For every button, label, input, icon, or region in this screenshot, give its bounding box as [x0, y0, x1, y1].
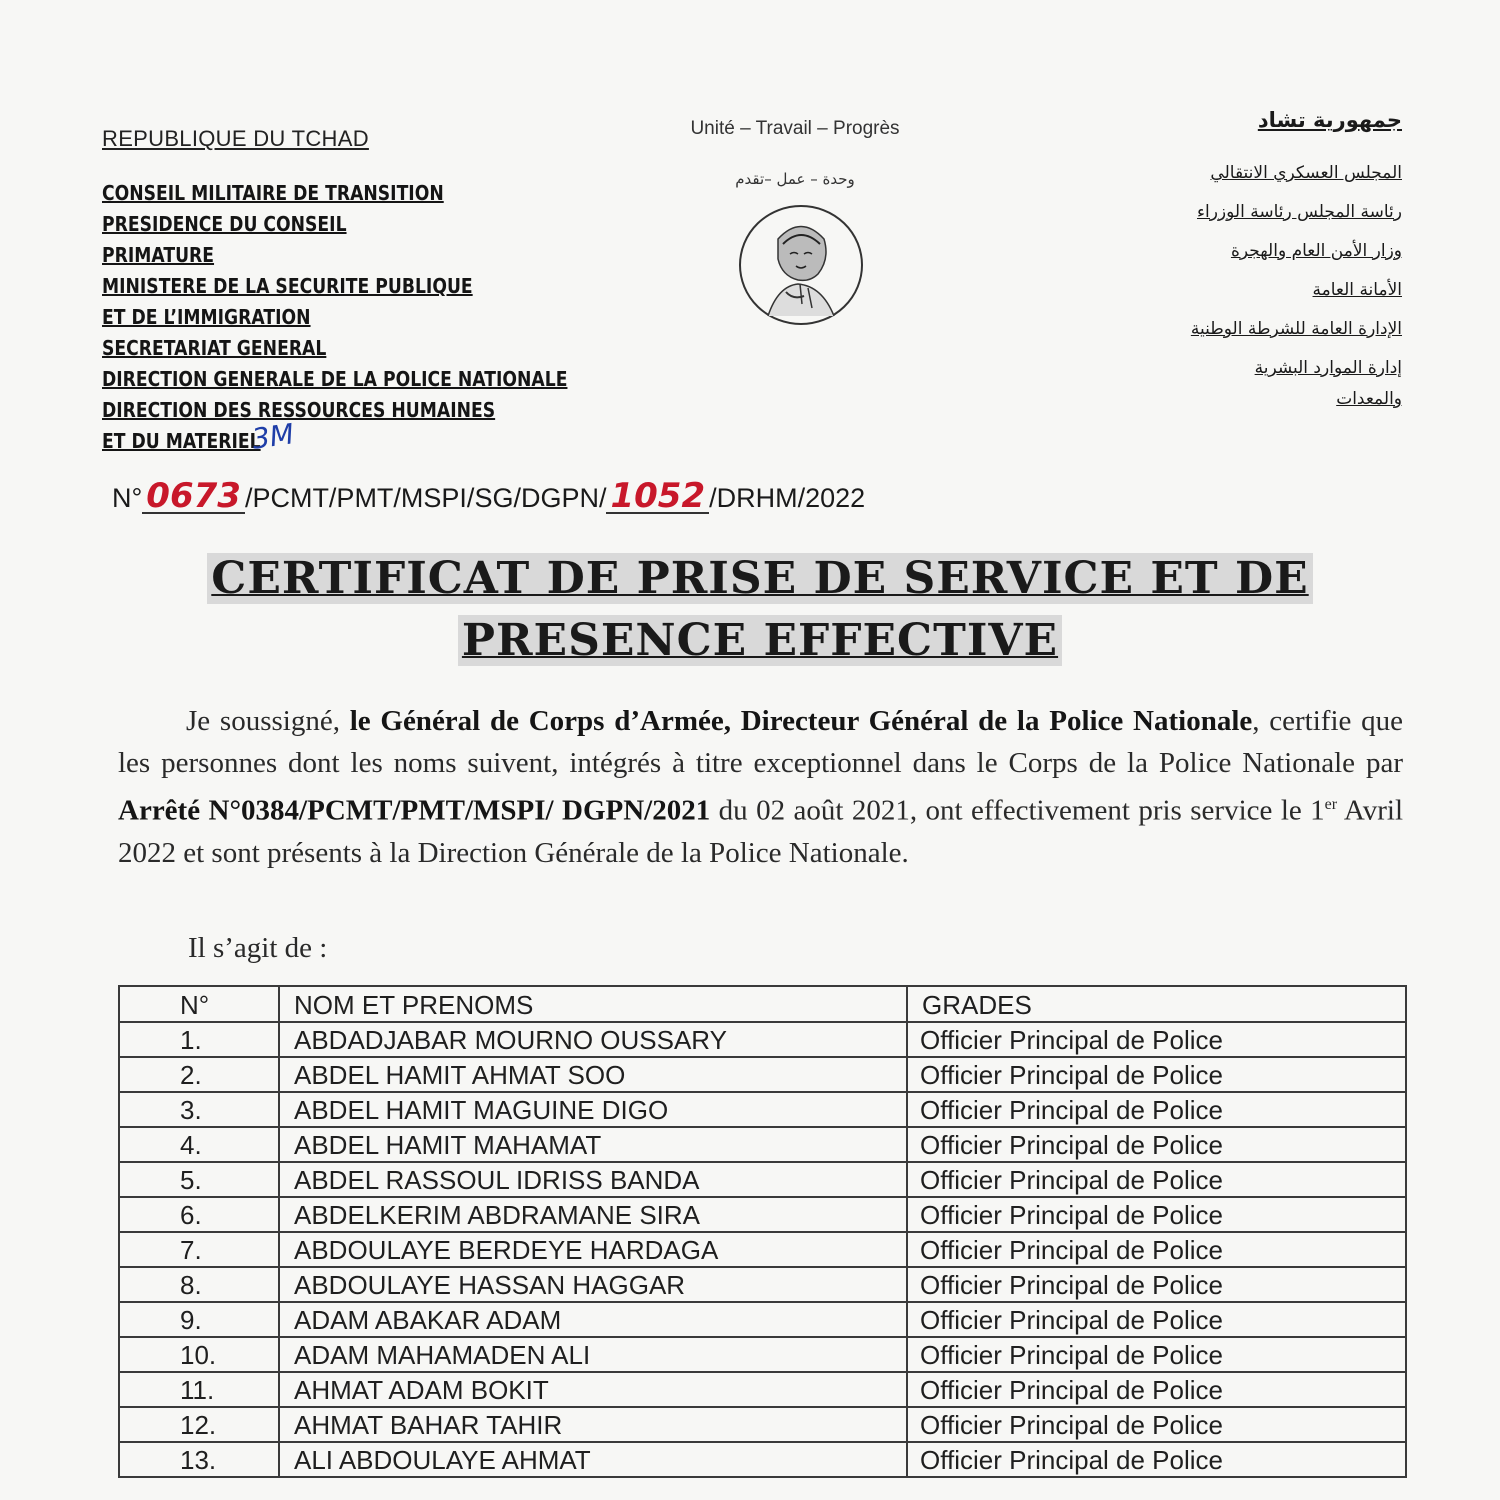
- row-grade: Officier Principal de Police: [907, 1197, 1406, 1232]
- body-bold-decree: Arrêté N°0384/PCMT/PMT/MSPI/ DGPN/2021: [118, 794, 711, 827]
- certificate-paragraph: [118, 700, 1403, 874]
- row-name: ABDOULAYE BERDEYE HARDAGA: [279, 1232, 907, 1267]
- table-row: [119, 1337, 1406, 1372]
- org-line-arabic: الإدارة العامة للشرطة الوطنية: [1190, 319, 1402, 339]
- table-row: [119, 1302, 1406, 1337]
- org-line: MINISTERE DE LA SECURITE PUBLIQUE: [102, 274, 473, 298]
- row-name: ABDEL HAMIT MAHAMAT: [279, 1127, 907, 1162]
- row-name: ABDEL RASSOUL IDRISS BANDA: [279, 1162, 907, 1197]
- org-line: PRESIDENCE DU CONSEIL: [102, 212, 347, 236]
- row-name: AHMAT ADAM BOKIT: [279, 1372, 907, 1407]
- row-name: ALI ABDOULAYE AHMAT: [279, 1442, 907, 1477]
- table-row: [119, 1232, 1406, 1267]
- row-number: 4.: [119, 1127, 279, 1162]
- column-header-name: NOM ET PRENOMS: [279, 986, 907, 1022]
- org-line: CONSEIL MILITAIRE DE TRANSITION: [102, 181, 444, 205]
- row-number: 6.: [119, 1197, 279, 1232]
- row-grade: Officier Principal de Police: [907, 1022, 1406, 1057]
- row-number: 9.: [119, 1302, 279, 1337]
- org-line: ET DU MATERIEL: [102, 429, 261, 453]
- row-number: 7.: [119, 1232, 279, 1267]
- national-seal-icon: [738, 204, 864, 326]
- row-name: AHMAT BAHAR TAHIR: [279, 1407, 907, 1442]
- ref-middle: /PCMT/PMT/MSPI/SG/DGPN/: [244, 483, 607, 513]
- table-row: [119, 1267, 1406, 1302]
- row-grade: Officier Principal de Police: [907, 1267, 1406, 1302]
- row-grade: Officier Principal de Police: [907, 1372, 1406, 1407]
- org-line: PRIMATURE: [102, 243, 215, 267]
- column-header-number: N°: [119, 986, 279, 1022]
- body-bold-signatory: le Général de Corps d’Armée, Directeur Général de la Police Nationale: [349, 705, 1253, 737]
- country-name-arabic: جمهورية تشاد: [1257, 108, 1402, 132]
- row-number: 8.: [119, 1267, 279, 1302]
- org-line-arabic: رئاسة المجلس رئاسة الوزراء: [1197, 202, 1402, 222]
- list-intro: Il s’agit de :: [188, 932, 328, 964]
- row-name: ABDADJABAR MOURNO OUSSARY: [279, 1022, 907, 1057]
- document-title: [150, 548, 1370, 672]
- row-name: ADAM MAHAMADEN ALI: [279, 1337, 907, 1372]
- ref-handwritten-code: 1052: [606, 480, 709, 514]
- body-text: , certifie que les personnes dont les noms suivent, intégrés à titre exceptionnel dans le Corps de la Police Nationale par: [118, 705, 1403, 779]
- table-row: [119, 1057, 1406, 1092]
- row-grade: Officier Principal de Police: [907, 1337, 1406, 1372]
- table-row: [119, 1127, 1406, 1162]
- org-line: SECRETARIAT GENERAL: [102, 336, 327, 360]
- org-line-arabic: والمعدات: [1336, 389, 1402, 409]
- row-grade: Officier Principal de Police: [907, 1302, 1406, 1337]
- body-text: du 02 août 2021, ont effectivement pris service le 1: [710, 794, 1325, 827]
- title-line-2: PRESENCE EFFECTIVE: [458, 615, 1062, 666]
- org-line: ET DE L’IMMIGRATION: [102, 305, 311, 329]
- handwritten-annotation: 3M: [249, 417, 297, 456]
- org-line: DIRECTION DES RESSOURCES HUMAINES: [102, 398, 496, 422]
- row-name: ABDOULAYE HASSAN HAGGAR: [279, 1267, 907, 1302]
- row-number: 10.: [119, 1337, 279, 1372]
- row-name: ABDEL HAMIT MAGUINE DIGO: [279, 1092, 907, 1127]
- row-number: 3.: [119, 1092, 279, 1127]
- row-grade: Officier Principal de Police: [907, 1127, 1406, 1162]
- body-superscript: er: [1324, 796, 1338, 813]
- row-number: 1.: [119, 1022, 279, 1057]
- table-header-row: [119, 986, 1406, 1022]
- row-grade: Officier Principal de Police: [907, 1442, 1406, 1477]
- table-row: [119, 1197, 1406, 1232]
- row-name: ABDELKERIM ABDRAMANE SIRA: [279, 1197, 907, 1232]
- row-name: ABDEL HAMIT AHMAT SOO: [279, 1057, 907, 1092]
- body-text: Avril 2022 et sont présents à la Direction Générale de la Police Nationale.: [118, 794, 1403, 869]
- reference-number: [112, 476, 1012, 516]
- org-line-arabic: الأمانة العامة: [1312, 280, 1402, 300]
- row-number: 13.: [119, 1442, 279, 1477]
- row-grade: Officier Principal de Police: [907, 1162, 1406, 1197]
- table-row: [119, 1442, 1406, 1477]
- ref-handwritten-number: 0673: [142, 480, 245, 514]
- ref-suffix: /DRHM/2022: [709, 483, 866, 513]
- row-grade: Officier Principal de Police: [907, 1057, 1406, 1092]
- row-number: 11.: [119, 1372, 279, 1407]
- motto-french: Unité – Travail – Progrès: [690, 118, 900, 139]
- row-grade: Officier Principal de Police: [907, 1092, 1406, 1127]
- header-right-arabic: [1102, 108, 1402, 410]
- column-header-grade: GRADES: [907, 986, 1406, 1022]
- header-left: [102, 126, 572, 457]
- body-text: Je soussigné,: [186, 705, 350, 737]
- row-grade: Officier Principal de Police: [907, 1407, 1406, 1442]
- org-line-arabic: إدارة الموارد البشرية: [1254, 358, 1402, 378]
- table-row: [119, 1022, 1406, 1057]
- row-number: 5.: [119, 1162, 279, 1197]
- ref-prefix: N°: [112, 483, 143, 513]
- org-line-arabic: المجلس العسكري الانتقالي: [1210, 163, 1402, 183]
- motto-arabic: وحدة – عمل –تقدم: [735, 170, 855, 188]
- org-line-arabic: وزار الأمن العام والهجرة: [1230, 241, 1402, 261]
- table-row: [119, 1372, 1406, 1407]
- table-row: [119, 1092, 1406, 1127]
- country-name: REPUBLIQUE DU TCHAD: [102, 126, 369, 151]
- row-name: ADAM ABAKAR ADAM: [279, 1302, 907, 1337]
- table-row: [119, 1407, 1406, 1442]
- organization-lines: [102, 178, 572, 457]
- table-row: [119, 1162, 1406, 1197]
- row-grade: Officier Principal de Police: [907, 1232, 1406, 1267]
- personnel-table: [118, 985, 1407, 1478]
- row-number: 2.: [119, 1057, 279, 1092]
- title-line-1: CERTIFICAT DE PRISE DE SERVICE ET DE: [207, 553, 1312, 604]
- row-number: 12.: [119, 1407, 279, 1442]
- org-line: DIRECTION GENERALE DE LA POLICE NATIONALE: [102, 367, 568, 391]
